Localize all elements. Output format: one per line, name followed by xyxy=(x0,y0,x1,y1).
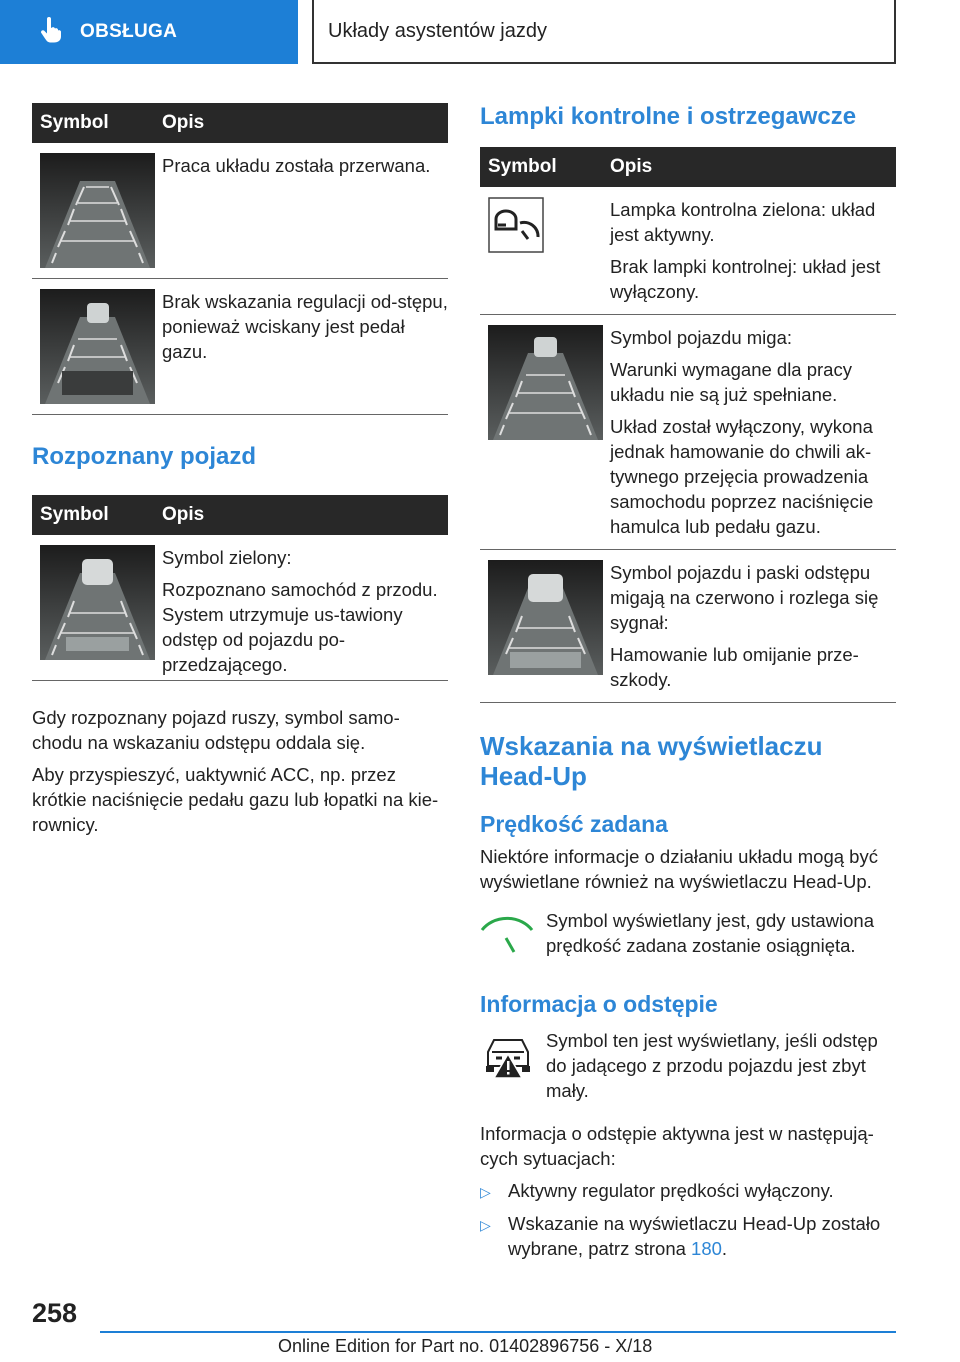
triangle-bullet-icon: ▷ xyxy=(480,1217,491,1233)
row-description: Symbol pojazdu miga: Warunki wymagane dla pracy układu nie są już spełniane. Układ został wyłączony, wykona jednak hamowanie do chwili ak-tywnego przejęcia prowadzenia samochodu poprzez naciśnięcie hamulca lub pedału gazu. xyxy=(610,327,874,537)
road-vehicle-recognized-icon xyxy=(40,545,155,660)
list-item: ▷ Aktywny regulator prędkości wyłączony. xyxy=(480,1178,896,1205)
page-number: 258 xyxy=(32,1298,78,1328)
road-vehicle-flashing-icon xyxy=(488,325,603,440)
table-row xyxy=(32,535,448,681)
col-symbol: Symbol xyxy=(40,112,109,133)
right-column xyxy=(480,103,896,1261)
section-label: OBSŁUGA xyxy=(80,21,178,42)
heading-distance-info: Informacja o odstępie xyxy=(480,991,718,1017)
chapter-title: Układy asystentów jazdy xyxy=(312,0,896,64)
list-item: ▷ Wskazanie na wyświetlaczu Head-Up zostało wybrane, patrz strona 180. xyxy=(480,1213,881,1259)
distance-warning-icon xyxy=(480,1032,536,1082)
col-desc: Opis xyxy=(610,156,653,177)
speed-reached-icon xyxy=(480,912,536,958)
footer-rule xyxy=(100,1331,896,1333)
paragraph: Aby przyspieszyć, uaktywnić ACC, np. przez krótkie naciśnięcie pedału gazu lub łopatki na kie-rownicy. xyxy=(32,764,439,835)
row-description: Brak wskazania regulacji od-stępu, ponieważ wciskany jest pedał gazu. xyxy=(162,291,448,362)
speed-reached-text: Symbol wyświetlany jest, gdy ustawiona prędkość zadana zostanie osiągnięta. xyxy=(546,910,875,956)
table-header xyxy=(480,147,896,187)
triangle-bullet-icon: ▷ xyxy=(480,1184,491,1200)
heading-set-speed: Prędkość zadana xyxy=(480,811,668,837)
row-description: Lampka kontrolna zielona: układ jest aktywny. Brak lampki kontrolnej: układ jest wyłączony. xyxy=(610,199,881,302)
acc-indicator-icon xyxy=(488,197,544,253)
table-header xyxy=(32,495,448,535)
paragraph: Informacja o odstępie aktywna jest w następują-cych sytuacjach: xyxy=(480,1123,874,1169)
paragraph: Gdy rozpoznany pojazd ruszy, symbol samo-chodu na wskazaniu odstępu oddala się. xyxy=(32,707,400,753)
left-column xyxy=(32,103,448,844)
paragraph: Niektóre informacje o działaniu układu mogą być wyświetlane również na wyświetlaczu Head-Up. xyxy=(480,846,878,892)
table-header xyxy=(32,103,448,143)
row-description: Symbol zielony: Rozpoznano samochód z przodu. System utrzymuje us-tawiony odstęp od pojazdu po-przedzającego. xyxy=(162,547,438,675)
table-row xyxy=(480,187,896,315)
col-symbol: Symbol xyxy=(40,504,109,525)
distance-warning-text: Symbol ten jest wyświetlany, jeśli odstęp do jadącego z przodu pojazdu jest zbyt mały. xyxy=(546,1030,878,1101)
col-symbol: Symbol xyxy=(488,156,557,177)
road-collision-warning-icon xyxy=(488,560,603,675)
road-interrupted-icon xyxy=(40,153,155,268)
table-row xyxy=(480,315,896,550)
row-description: Symbol pojazdu i paski odstępu migają na czerwono i rozlega się sygnał: Hamowanie lub omijanie prze-szkody. xyxy=(610,562,879,690)
section-tab[interactable] xyxy=(0,0,298,64)
footer-edition: Online Edition for Part no. 01402896756 - X/18 xyxy=(278,1336,653,1356)
col-desc: Opis xyxy=(162,504,205,525)
heading-lamps: Lampki kontrolne i ostrzegawcze xyxy=(480,103,857,130)
heading-hud: Wskazania na wyświetlaczu Head-Up xyxy=(480,731,823,791)
page-link[interactable]: 180 xyxy=(691,1238,722,1259)
speed-reached-item xyxy=(480,908,896,963)
row-description: Praca układu została przerwana. xyxy=(162,155,431,176)
road-no-distance-icon xyxy=(40,289,155,404)
table-row xyxy=(480,550,896,703)
heading-recognized-vehicle: Rozpoznany pojazd xyxy=(32,443,256,470)
col-desc: Opis xyxy=(162,112,205,133)
distance-warning-item xyxy=(480,1028,896,1103)
table-row xyxy=(32,279,448,415)
table-row xyxy=(32,143,448,279)
hand-pointer-icon xyxy=(40,17,62,48)
